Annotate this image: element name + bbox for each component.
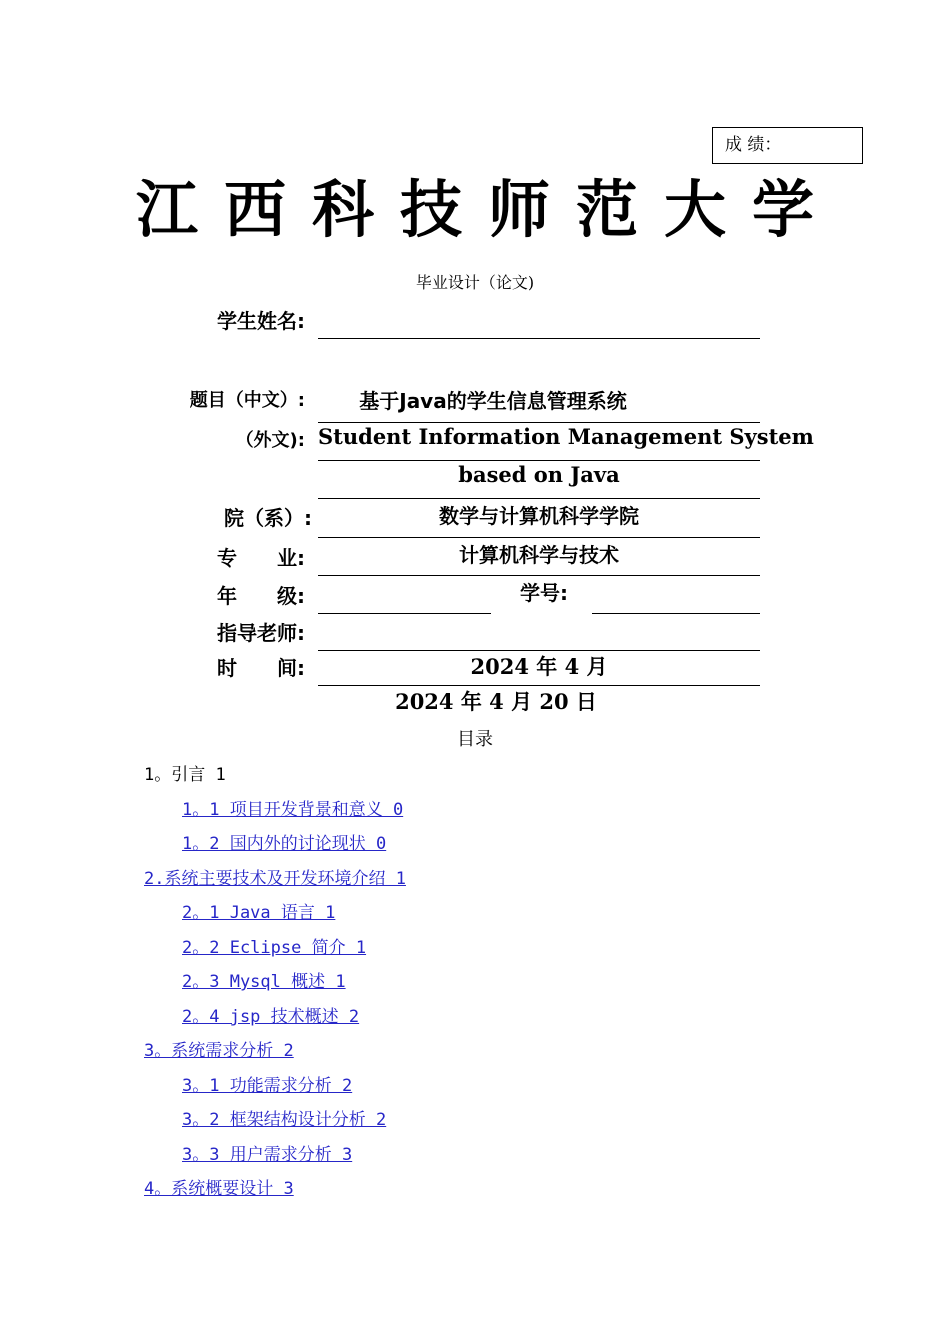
date-line: 2024 年 4 月 20 日 bbox=[395, 689, 597, 714]
title-cn-line bbox=[318, 422, 760, 423]
toc-item[interactable]: 3。1 功能需求分析 2 bbox=[182, 1076, 353, 1096]
toc-item[interactable]: 2。1 Java 语言 1 bbox=[182, 903, 336, 923]
advisor-label: 指导老师: bbox=[217, 621, 305, 645]
toc-item[interactable]: 3。3 用户需求分析 3 bbox=[182, 1145, 353, 1165]
toc-item[interactable]: 4。系统概要设计 3 bbox=[144, 1179, 294, 1199]
title-cn-label: 题目（中文）: bbox=[189, 390, 305, 411]
toc-item: 1。引言 1 bbox=[144, 765, 226, 785]
college-value: 数学与计算机科学学院 bbox=[439, 504, 639, 528]
toc-item[interactable]: 2。4 jsp 技术概述 2 bbox=[182, 1007, 360, 1027]
student-name-label: 学生姓名: bbox=[217, 309, 305, 333]
university-title: 江西科技师范大学 bbox=[135, 173, 840, 246]
title-en-line2-rule bbox=[318, 498, 760, 499]
time-label: 时 间: bbox=[217, 656, 305, 680]
major-line bbox=[318, 575, 760, 576]
student-id-line bbox=[592, 613, 760, 614]
toc-item[interactable]: 1。1 项目开发背景和意义 0 bbox=[182, 800, 404, 820]
grade-label: 年 级: bbox=[217, 584, 305, 608]
title-en-line2: based on Java bbox=[458, 462, 620, 487]
time-value: 2024 年 4 月 bbox=[470, 654, 608, 679]
college-line bbox=[318, 537, 760, 538]
student-name-line bbox=[318, 338, 760, 339]
toc-item[interactable]: 3。2 框架结构设计分析 2 bbox=[182, 1110, 387, 1130]
grade-line bbox=[318, 613, 491, 614]
score-label: 成 绩： bbox=[725, 135, 782, 155]
title-cn-value: 基于Java的学生信息管理系统 bbox=[359, 389, 627, 413]
college-label: 院（系）: bbox=[224, 506, 312, 530]
toc-item[interactable]: 1。2 国内外的讨论现状 0 bbox=[182, 834, 387, 854]
toc-item[interactable]: 2。2 Eclipse 简介 1 bbox=[182, 938, 367, 958]
title-en-label: （外文): bbox=[235, 430, 305, 451]
title-en-line1: Student Information Management System bbox=[318, 424, 814, 449]
toc-item[interactable]: 2.系统主要技术及开发环境介绍 1 bbox=[144, 869, 406, 889]
toc-item[interactable]: 3。系统需求分析 2 bbox=[144, 1041, 294, 1061]
student-id-label: 学号: bbox=[520, 581, 568, 605]
document-type: 毕业设计（论文) bbox=[415, 273, 535, 292]
major-value: 计算机科学与技术 bbox=[459, 543, 619, 567]
title-en-line1-rule bbox=[318, 460, 760, 461]
toc-item[interactable]: 2。3 Mysql 概述 1 bbox=[182, 972, 346, 992]
toc-title: 目录 bbox=[457, 729, 493, 750]
score-box bbox=[712, 127, 863, 164]
major-label: 专 业: bbox=[217, 546, 305, 570]
